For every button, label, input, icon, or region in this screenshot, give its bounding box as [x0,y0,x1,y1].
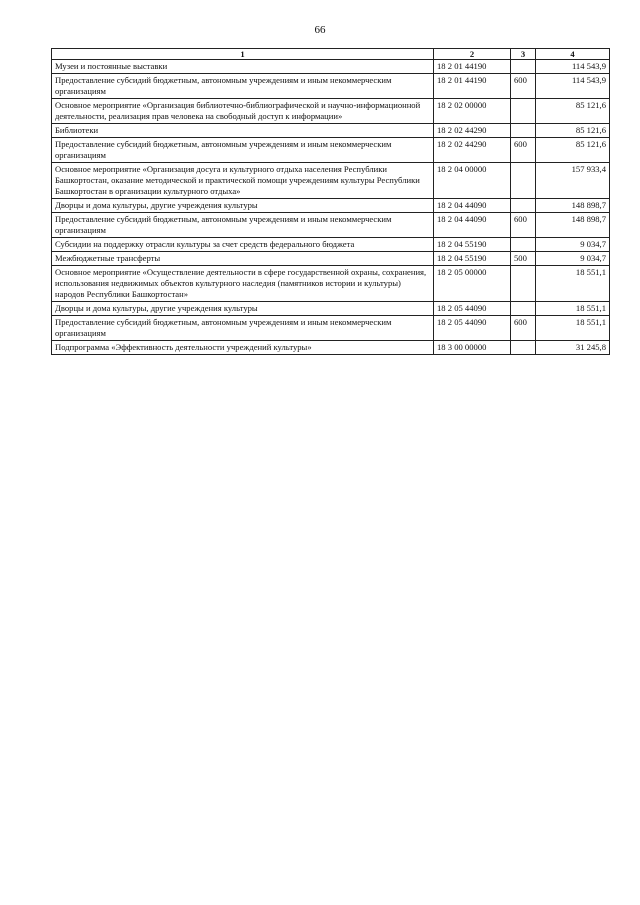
row-name-cell: Библиотеки [52,124,434,138]
header-col-2: 2 [434,49,511,60]
row-type-cell: 600 [511,213,536,238]
table-row [52,341,610,355]
row-code-cell: 18 2 04 55190 [434,252,511,266]
row-type-cell [511,163,536,199]
row-code-cell: 18 2 02 44290 [434,138,511,163]
row-type-cell [511,302,536,316]
header-col-3: 3 [511,49,536,60]
row-code-cell: 18 2 04 44090 [434,199,511,213]
row-name-cell: Музеи и постоянные выставки [52,60,434,74]
row-type-cell [511,99,536,124]
table-row [52,199,610,213]
row-name-cell: Субсидии на поддержку отрасли культуры за счет средств федерального бюджета [52,238,434,252]
row-sum-cell: 85 121,6 [536,124,610,138]
row-name-cell: Дворцы и дома культуры, другие учреждения культуры [52,302,434,316]
page-number: 66 [314,24,326,36]
row-code-cell: 18 2 04 00000 [434,163,511,199]
row-sum-cell: 18 551,1 [536,316,610,341]
row-code-cell: 18 2 04 44090 [434,213,511,238]
row-code-cell: 18 2 02 44290 [434,124,511,138]
row-name-cell: Предоставление субсидий бюджетным, автономным учреждениям и иным некоммерческим организациям [52,316,434,341]
table-body [52,60,610,355]
row-name-cell: Предоставление субсидий бюджетным, автономным учреждениям и иным некоммерческим организациям [52,74,434,99]
table-row [52,252,610,266]
row-type-cell: 500 [511,252,536,266]
row-sum-cell: 114 543,9 [536,74,610,99]
row-sum-cell: 31 245,8 [536,341,610,355]
row-name-cell: Предоставление субсидий бюджетным, автономным учреждениям и иным некоммерческим организациям [52,213,434,238]
row-code-cell: 18 2 01 44190 [434,74,511,99]
row-code-cell: 18 2 01 44190 [434,60,511,74]
row-sum-cell: 148 898,7 [536,199,610,213]
table-row [52,124,610,138]
row-sum-cell: 157 933,4 [536,163,610,199]
table-row [52,213,610,238]
row-sum-cell: 114 543,9 [536,60,610,74]
row-name-cell: Подпрограмма «Эффективность деятельности учреждений культуры» [52,341,434,355]
table-row [52,99,610,124]
row-sum-cell: 9 034,7 [536,252,610,266]
row-type-cell: 600 [511,316,536,341]
row-type-cell [511,341,536,355]
row-sum-cell: 18 551,1 [536,266,610,302]
table-row [52,138,610,163]
row-name-cell: Основное мероприятие «Организация библиотечно-библиографической и научно-информационной деятельности, реализация прав человека на свободный доступ к информации» [52,99,434,124]
row-code-cell: 18 2 05 44090 [434,316,511,341]
row-sum-cell: 85 121,6 [536,138,610,163]
header-row [52,49,610,60]
row-sum-cell: 148 898,7 [536,213,610,238]
row-code-cell: 18 3 00 00000 [434,341,511,355]
row-name-cell: Основное мероприятие «Организация досуга и культурного отдыха населения Республики Башкортостан, оказание методической и практической помощи учреждениям культуры Республики Башкортостан в организации культурного отдыха» [52,163,434,199]
row-type-cell [511,60,536,74]
table-row [52,60,610,74]
table-row [52,238,610,252]
row-code-cell: 18 2 05 00000 [434,266,511,302]
row-type-cell [511,238,536,252]
row-code-cell: 18 2 05 44090 [434,302,511,316]
row-type-cell: 600 [511,138,536,163]
table-row [52,74,610,99]
header-col-4: 4 [536,49,610,60]
table-row [52,163,610,199]
row-sum-cell: 85 121,6 [536,99,610,124]
table-row [52,316,610,341]
header-col-1: 1 [52,49,434,60]
budget-table [51,48,610,355]
row-type-cell [511,124,536,138]
row-name-cell: Предоставление субсидий бюджетным, автономным учреждениям и иным некоммерческим организациям [52,138,434,163]
row-code-cell: 18 2 04 55190 [434,238,511,252]
row-code-cell: 18 2 02 00000 [434,99,511,124]
table-row [52,266,610,302]
row-name-cell: Межбюджетные трансферты [52,252,434,266]
row-type-cell [511,266,536,302]
row-name-cell: Основное мероприятие «Осуществление деятельности в сфере государственной охраны, сохранения, использования недвижимых объектов культурного наследия (памятников истории и культуры) народов Республики Башкортостан» [52,266,434,302]
row-type-cell: 600 [511,74,536,99]
row-sum-cell: 18 551,1 [536,302,610,316]
row-sum-cell: 9 034,7 [536,238,610,252]
row-name-cell: Дворцы и дома культуры, другие учреждения культуры [52,199,434,213]
table-row [52,302,610,316]
row-type-cell [511,199,536,213]
table-header [52,49,610,60]
